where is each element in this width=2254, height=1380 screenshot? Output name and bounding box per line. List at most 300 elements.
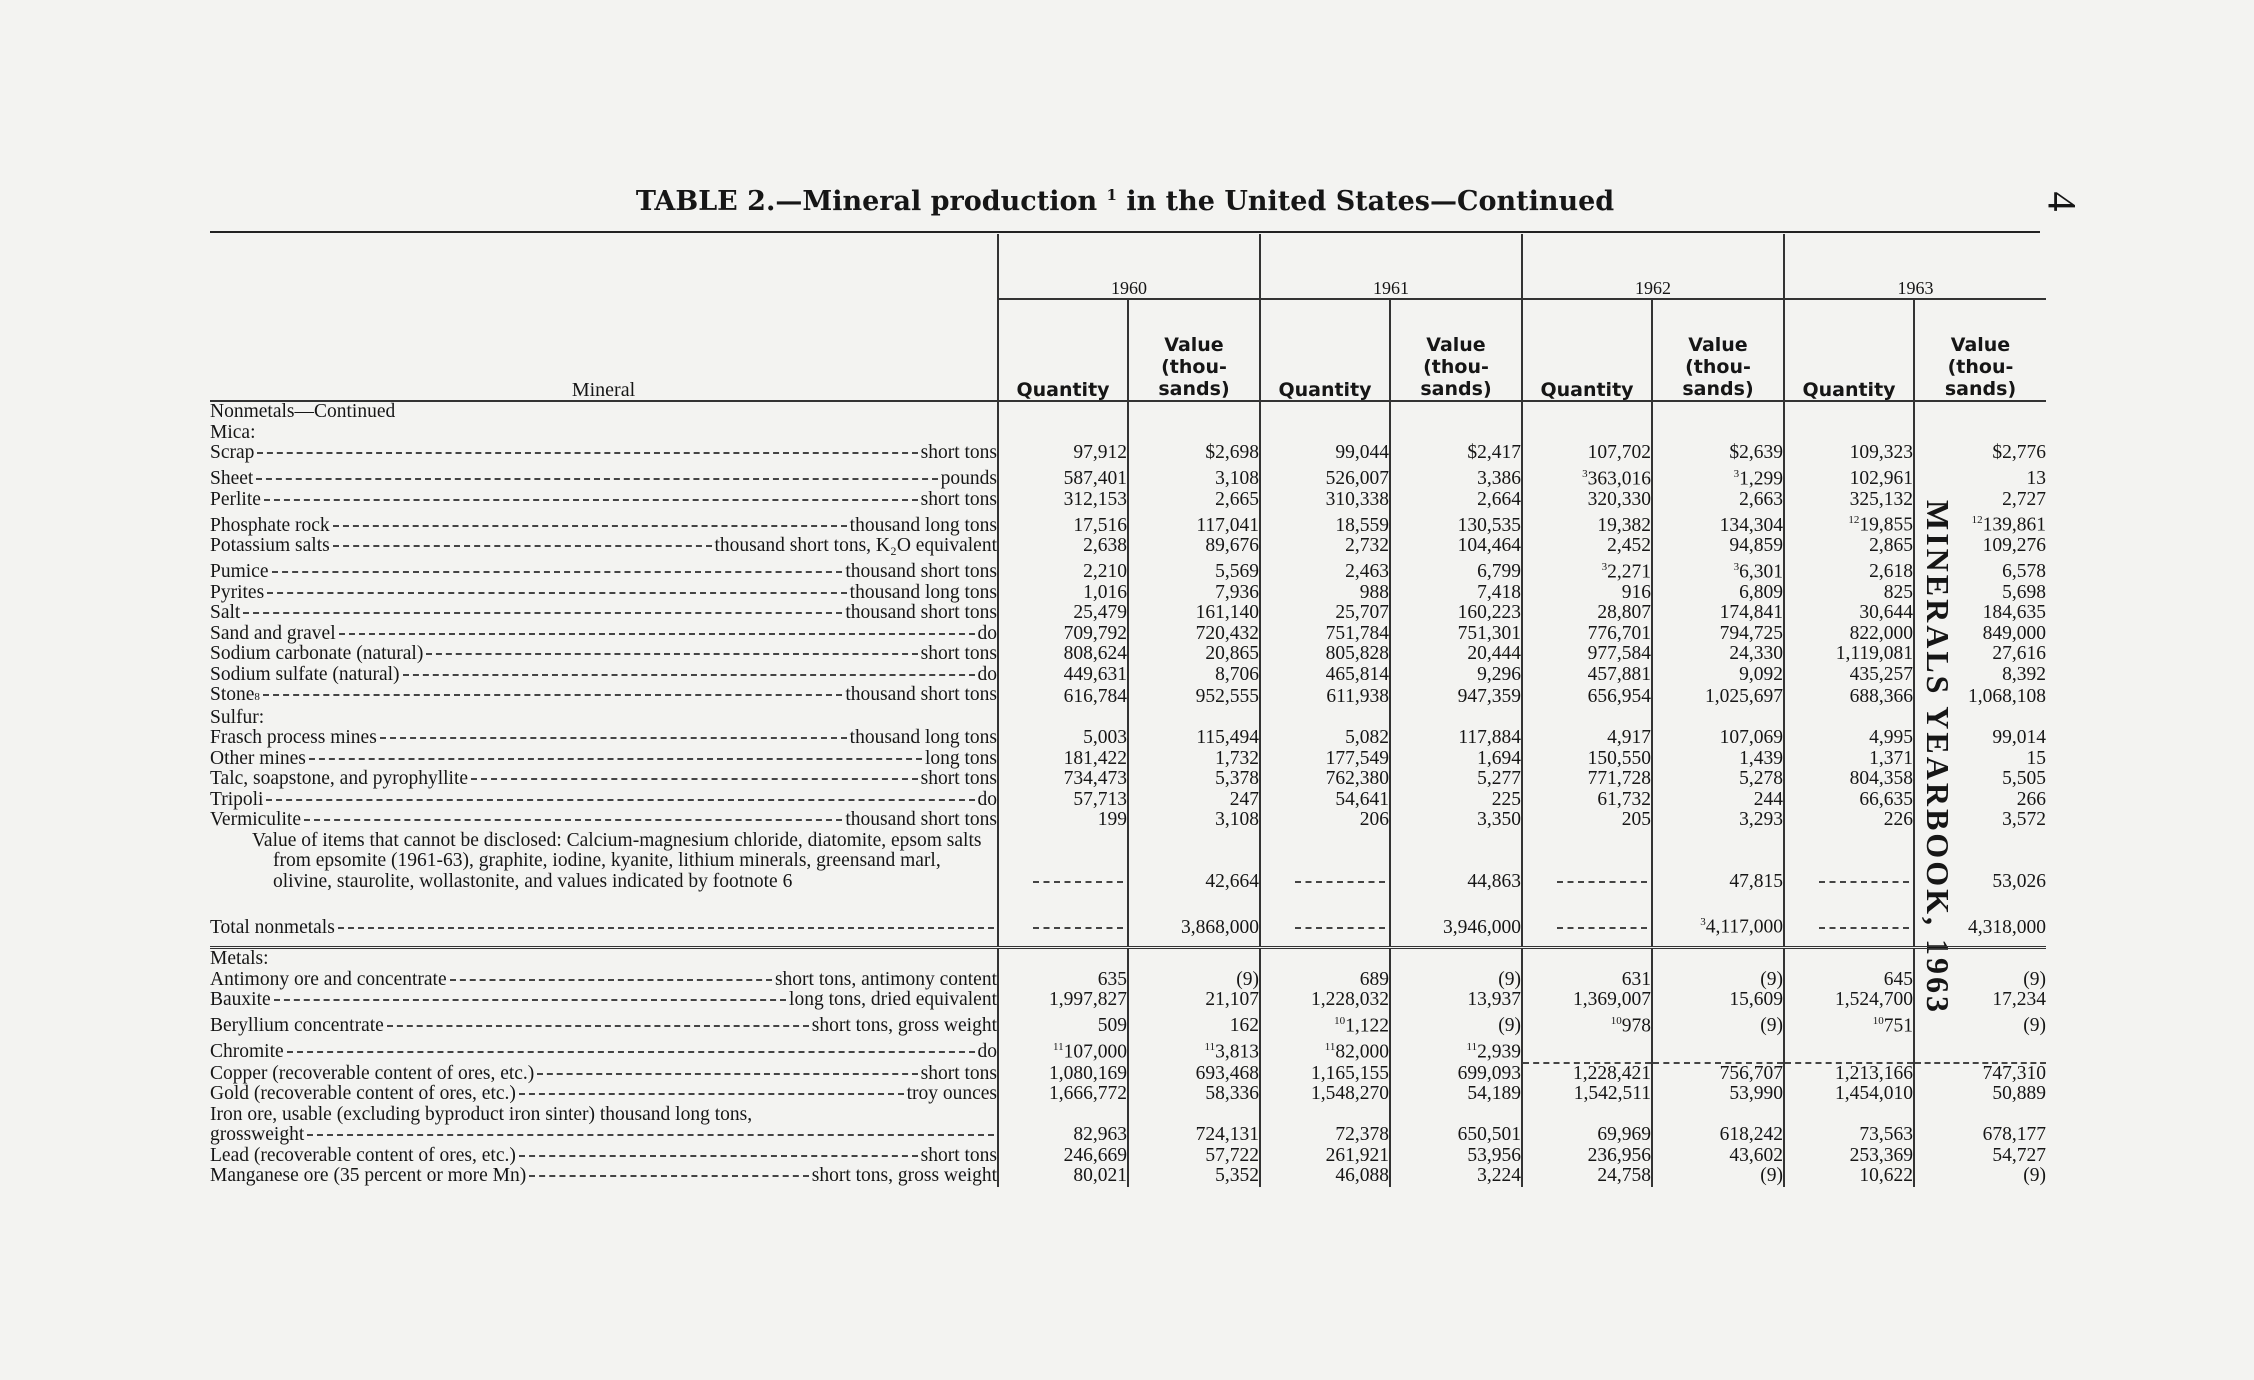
cell-value: 978: [1621, 1015, 1651, 1036]
quantity-cell: [1260, 728, 1390, 749]
row-label: Bauxite: [210, 990, 271, 1010]
cell-value: 57,713: [1073, 788, 1127, 810]
cell-value: 89,676: [1205, 535, 1259, 556]
value-cell: [1390, 1084, 1522, 1105]
table-row: [210, 1166, 2046, 1187]
section-row: [210, 1105, 2046, 1126]
quantity-cell: [1522, 902, 1652, 948]
cell-value: 53,956: [1467, 1144, 1521, 1166]
quantity-cell: [998, 1084, 1128, 1105]
value-cell: [1652, 810, 1784, 831]
row-label-cell: [210, 557, 998, 583]
quantity-cell: [1784, 464, 1914, 490]
row-label: Total nonmetals: [210, 916, 335, 938]
row-label-line: [210, 562, 997, 583]
cell-value: 247: [1229, 788, 1259, 810]
value-cell: [1914, 665, 2046, 686]
quantity-cell: [1522, 790, 1652, 811]
table-row: [210, 624, 2046, 645]
cell-value: (9): [1236, 968, 1259, 990]
row-label-cell: [210, 1011, 998, 1037]
cell-value: 99,044: [1335, 442, 1389, 463]
value-cell: [1128, 685, 1260, 708]
value-cell: [1914, 749, 2046, 770]
cell-value: 1,080,169: [1049, 1062, 1127, 1084]
row-label: Sheet: [210, 468, 254, 489]
leader-dots: [519, 1155, 918, 1157]
value-cell: [1652, 443, 1784, 464]
cell-value: 20,865: [1205, 643, 1259, 664]
row-label: Lead (recoverable content of ores, etc.): [210, 1145, 516, 1166]
cell-value: 6,809: [1739, 581, 1783, 603]
row-unit: short tons: [920, 489, 997, 510]
cell-value: 69,969: [1597, 1124, 1651, 1145]
value-cell: [1652, 510, 1784, 536]
quantity-cell: [1784, 644, 1914, 665]
cell-value: 804,358: [1849, 768, 1913, 789]
cell-value: 20,444: [1467, 643, 1521, 664]
cell-value: 5,277: [1477, 768, 1521, 789]
leader-dots: [257, 452, 917, 454]
cell-value: 2,939: [1477, 1041, 1521, 1062]
footnote-mark: 10: [1334, 1014, 1346, 1027]
cell-value: 762,380: [1325, 768, 1389, 789]
quantity-cell: [1784, 624, 1914, 645]
quantity-cell: [1260, 902, 1390, 948]
value-cell: [1652, 902, 1784, 948]
quantity-cell: [1260, 624, 1390, 645]
cell-value: 1,122: [1345, 1015, 1389, 1036]
row-label-cell: [210, 624, 998, 645]
row-label-line: [210, 603, 997, 624]
quantity-cell: [1784, 603, 1914, 624]
cell-value: 139,861: [1982, 514, 2046, 536]
table-row: [210, 810, 2046, 831]
value-cell: [1128, 557, 1260, 583]
cell-value: 15: [2026, 747, 2046, 769]
value-cell: [1128, 769, 1260, 790]
value-cell: [1914, 728, 2046, 749]
value-cell: [1128, 1084, 1260, 1105]
table-row: [210, 685, 2046, 708]
cell-value: 205: [1621, 809, 1651, 830]
quantity-cell: [1522, 970, 1652, 991]
row-label: Copper (recoverable content of ores, etc.): [210, 1062, 535, 1084]
cell-value: 246,669: [1063, 1144, 1127, 1166]
row-label-cell: [210, 464, 998, 490]
cell-value: 509: [1097, 1015, 1127, 1036]
value-cell: [1390, 1125, 1522, 1146]
quantity-cell: [998, 728, 1128, 749]
cell-value: 6,301: [1739, 561, 1783, 582]
quantity-cell: [1522, 1125, 1652, 1146]
quantity-cell: [1522, 644, 1652, 665]
cell-value: 325,132: [1849, 488, 1913, 510]
row-unit: thousand short tons: [845, 603, 997, 623]
quantity-cell: [998, 810, 1128, 831]
quantity-cell: [998, 1037, 1128, 1063]
leader-dots: [287, 1051, 975, 1053]
value-cell: [1390, 536, 1522, 557]
cell-value: 587,401: [1063, 468, 1127, 489]
cell-value: 1,165,155: [1311, 1062, 1389, 1084]
cell-value: 54,727: [1992, 1144, 2046, 1166]
quantity-cell: [1522, 464, 1652, 490]
value-cell: [1128, 443, 1260, 464]
cell-value: 2,663: [1739, 488, 1783, 510]
cell-value: 7,418: [1477, 581, 1521, 603]
cell-value: 24,758: [1597, 1165, 1651, 1186]
value-cell: [1128, 1011, 1260, 1037]
quantity-cell: [1522, 810, 1652, 831]
cell-value: 3,293: [1739, 809, 1783, 830]
value-cell: [1652, 1166, 1784, 1187]
cell-value: 104,464: [1457, 535, 1521, 556]
row-label: Frasch process mines: [210, 728, 377, 748]
cell-value: 3,350: [1477, 809, 1521, 830]
row-label: grossweight: [210, 1125, 305, 1145]
cell-value: 5,278: [1739, 768, 1783, 789]
value-cell: [1914, 624, 2046, 645]
value-cell: [1390, 1146, 1522, 1167]
row-label-line: [210, 516, 997, 537]
value-cell: [1390, 790, 1522, 811]
leader-dots: [307, 1134, 994, 1136]
row-label-line: [210, 1042, 997, 1063]
value-cell: [1652, 603, 1784, 624]
year-header-1960: 1960: [998, 234, 1260, 299]
leader-dots: [338, 927, 994, 929]
table-row: [210, 510, 2046, 536]
quantity-cell: [1784, 510, 1914, 536]
row-label-line: [210, 644, 997, 665]
row-label-line: [210, 990, 997, 1011]
cell-value: 80,021: [1073, 1165, 1127, 1186]
quantity-cell: [1260, 443, 1390, 464]
cell-value: (9): [1498, 968, 1521, 990]
table-row: [210, 831, 2046, 893]
cell-value: 94,859: [1729, 535, 1783, 556]
cell-value: 822,000: [1849, 622, 1913, 644]
row-unit: short tons: [920, 443, 997, 463]
value-cell: [1652, 1084, 1784, 1105]
row-label-line: [210, 685, 997, 708]
quantity-cell: [1784, 490, 1914, 511]
leader-dots: [403, 674, 975, 676]
title-footnote: 1: [1106, 186, 1117, 204]
table-row: [210, 1146, 2046, 1167]
quantity-cell: [1784, 1063, 1914, 1085]
value-cell: [1128, 831, 1260, 893]
cell-value: 53,990: [1729, 1083, 1783, 1104]
cell-value: 457,881: [1587, 663, 1651, 685]
quantity-cell: [1260, 1084, 1390, 1105]
cell-value: 5,003: [1083, 727, 1127, 748]
cell-value: 27,616: [1992, 643, 2046, 664]
cell-value: 1,524,700: [1835, 989, 1913, 1010]
table-row: [210, 970, 2046, 991]
row-label-line: [210, 490, 997, 511]
row-label-cell: [210, 510, 998, 536]
quantity-cell: [1522, 443, 1652, 464]
cell-value: 805,828: [1325, 643, 1389, 664]
quantity-cell: [1784, 1011, 1914, 1037]
table-title: [210, 186, 2040, 217]
cell-value: 25,479: [1073, 602, 1127, 623]
quantity-cell: [1522, 665, 1652, 686]
footnote-mark: 10: [1872, 1014, 1884, 1027]
cell-value: 2,618: [1869, 561, 1913, 582]
cell-value: 4,995: [1869, 727, 1913, 748]
row-label-line: [210, 1084, 997, 1105]
cell-value: 977,584: [1587, 643, 1651, 664]
quantity-cell: [1784, 557, 1914, 583]
cell-value: (9): [2023, 1015, 2046, 1036]
value-cell: [1128, 1146, 1260, 1167]
cell-value: 53,026: [1992, 870, 2046, 892]
value-cell: [1128, 990, 1260, 1011]
quantity-cell: [1784, 583, 1914, 604]
row-label-cell: [210, 769, 998, 790]
quantity-cell: [1522, 685, 1652, 708]
value-cell: [1652, 583, 1784, 604]
value-cell: [1390, 510, 1522, 536]
cell-value: 25,707: [1335, 602, 1389, 623]
cell-value: 10,622: [1859, 1165, 1913, 1186]
row-unit: do: [977, 664, 997, 685]
cell-value: 3,813: [1215, 1041, 1259, 1062]
quantity-header: Quantity: [1784, 299, 1914, 401]
quantity-cell: [998, 624, 1128, 645]
row-unit: thousand long tons: [849, 728, 997, 748]
value-cell: [1390, 1037, 1522, 1063]
quantity-cell: [998, 970, 1128, 991]
section-row: [210, 401, 2046, 423]
cell-value: 1,542,511: [1573, 1083, 1651, 1104]
value-cell: [1128, 1125, 1260, 1146]
value-cell: [1914, 557, 2046, 583]
quantity-header: Quantity: [1260, 299, 1390, 401]
cell-value: 3,572: [2002, 809, 2046, 830]
group-heading: Sulfur:: [210, 707, 265, 728]
quantity-cell: [998, 902, 1128, 948]
value-cell: [1914, 464, 2046, 490]
row-label: Antimony ore and concentrate: [210, 969, 447, 990]
cell-value: 3,108: [1215, 468, 1259, 489]
cell-value: 181,422: [1063, 747, 1127, 769]
footnote-mark: 10: [1610, 1014, 1622, 1027]
leader-dots: [380, 737, 847, 739]
cell-value: 616,784: [1063, 686, 1127, 707]
value-cell: [1390, 749, 1522, 770]
cell-value: 794,725: [1719, 622, 1783, 644]
quantity-cell: [998, 749, 1128, 770]
quantity-cell: [1784, 1084, 1914, 1105]
cell-value: 2,210: [1083, 561, 1127, 582]
value-cell: [1390, 1011, 1522, 1037]
row-label-line: [210, 583, 997, 604]
value-header: Value (thou- sands): [1128, 299, 1260, 401]
row-label-line: [210, 624, 997, 645]
row-label-cell: [210, 749, 998, 770]
row-label-line: [210, 918, 997, 939]
value-cell: [1652, 1146, 1784, 1167]
quantity-cell: [1260, 583, 1390, 604]
footnote-mark: 12: [1971, 514, 1983, 526]
value-cell: [1390, 902, 1522, 948]
cell-value: 808,624: [1063, 643, 1127, 664]
value-cell: [1914, 1146, 2046, 1167]
value-header: Value (thou- sands): [1652, 299, 1784, 401]
leader-dots: [267, 592, 846, 594]
cell-value: 15,609: [1729, 989, 1783, 1010]
cell-value: 17,516: [1073, 514, 1127, 536]
table-row: [210, 557, 2046, 583]
cell-value: 115,494: [1196, 727, 1259, 748]
quantity-cell: [1260, 644, 1390, 665]
leader-dots: [426, 653, 917, 655]
row-unit: short tons, gross weight: [811, 1166, 997, 1186]
row-label-cell: [210, 990, 998, 1011]
table-row: [210, 990, 2046, 1011]
cell-value: $2,639: [1729, 442, 1783, 463]
row-label: Perlite: [210, 489, 261, 510]
quantity-cell: [1784, 810, 1914, 831]
cell-value: 19,382: [1597, 514, 1651, 536]
empty-dash: [1557, 927, 1647, 929]
cell-value: 13: [2026, 468, 2046, 489]
quantity-cell: [1784, 536, 1914, 557]
row-label-line: [210, 810, 997, 831]
value-cell: [1652, 685, 1784, 708]
section-row: [210, 708, 2046, 729]
value-cell: [1652, 1037, 1784, 1063]
row-label: Salt: [210, 603, 241, 623]
table-row: [210, 902, 2046, 948]
leader-dots: [450, 979, 772, 981]
quantity-cell: [1260, 970, 1390, 991]
section-heading: Nonmetals—Continued: [210, 401, 396, 422]
value-cell: [1128, 810, 1260, 831]
row-label-cell: [210, 1084, 998, 1105]
quantity-cell: [1522, 749, 1652, 770]
leader-dots: [243, 612, 842, 614]
leader-dots: [274, 999, 786, 1001]
value-cell: [1128, 583, 1260, 604]
cell-value: 1,213,166: [1835, 1062, 1913, 1084]
row-label: Other mines: [210, 748, 306, 769]
quantity-cell: [1522, 510, 1652, 536]
footnote-mark: 3: [1582, 467, 1588, 480]
row-label-cell: [210, 831, 998, 893]
row-label-line: [210, 536, 997, 557]
quantity-cell: [1522, 583, 1652, 604]
year-header-1961: 1961: [1260, 234, 1522, 299]
quantity-cell: [1260, 536, 1390, 557]
cell-value: 724,131: [1195, 1124, 1259, 1145]
row-label-cell: [210, 644, 998, 665]
quantity-cell: [998, 831, 1128, 893]
row-unit: thousand short tons, K₂O equivalent: [714, 536, 997, 556]
footnote-mark: 3: [1733, 467, 1740, 480]
cell-value: 916: [1621, 581, 1651, 603]
value-cell: [1128, 624, 1260, 645]
cell-value: 3,386: [1477, 468, 1521, 489]
cell-value: 107,000: [1063, 1041, 1127, 1062]
quantity-cell: [1522, 1084, 1652, 1105]
cell-value: 261,921: [1325, 1144, 1389, 1166]
cell-value: 1,732: [1215, 747, 1259, 769]
quantity-cell: [1260, 665, 1390, 686]
cell-value: 771,728: [1587, 768, 1651, 789]
leader-dots: [309, 758, 922, 760]
group-heading: Mica:: [210, 422, 256, 443]
row-label: Sodium sulfate (natural): [210, 664, 400, 685]
empty-dash: [1033, 881, 1123, 883]
quantity-cell: [1522, 1011, 1652, 1037]
quantity-cell: [1784, 1146, 1914, 1167]
quantity-cell: [998, 1166, 1128, 1187]
value-cell: [1914, 810, 2046, 831]
cell-value: 54,641: [1335, 788, 1389, 810]
cell-value: 8,392: [2002, 663, 2046, 685]
cell-value: $2,698: [1205, 442, 1259, 463]
cell-value: 650,501: [1457, 1124, 1521, 1145]
mineral-column-header: Mineral: [210, 234, 998, 401]
cell-value: 107,702: [1587, 442, 1651, 463]
cell-value: 751,784: [1325, 622, 1389, 644]
row-label-line: [210, 1016, 997, 1037]
value-cell: [1128, 970, 1260, 991]
cell-value: 266: [2016, 788, 2046, 810]
value-cell: [1390, 970, 1522, 991]
quantity-cell: [1784, 902, 1914, 948]
row-label-line: [210, 1166, 997, 1187]
row-label: Sodium carbonate (natural): [210, 644, 424, 664]
table-row: [210, 790, 2046, 811]
cell-value: 160,223: [1457, 602, 1521, 623]
value-cell: [1128, 1063, 1260, 1085]
quantity-cell: [998, 685, 1128, 708]
footnote-mark: 3: [1601, 560, 1608, 573]
cell-value: 5,569: [1215, 561, 1259, 582]
cell-value: 720,432: [1195, 622, 1259, 644]
row-unit: short tons: [920, 644, 997, 664]
section-heading: Metals:: [210, 948, 269, 969]
section-row: [210, 423, 2046, 444]
value-cell: [1914, 603, 2046, 624]
cell-value: 184,635: [1982, 602, 2046, 623]
quantity-cell: [998, 557, 1128, 583]
row-label-cell: [210, 902, 998, 948]
cell-value: 526,007: [1325, 468, 1389, 489]
cell-value: 4,917: [1607, 727, 1651, 748]
cell-value: 656,954: [1587, 686, 1651, 707]
footnote-mark: 3: [1733, 560, 1740, 573]
value-cell: [1914, 1084, 2046, 1105]
row-label: Pyrites: [210, 582, 265, 603]
top-rule: [210, 231, 2040, 233]
quantity-cell: [1784, 769, 1914, 790]
value-cell: [1652, 536, 1784, 557]
cell-value: 6,578: [2002, 561, 2046, 582]
cell-value: 82,963: [1073, 1124, 1127, 1145]
quantity-cell: [998, 1146, 1128, 1167]
quantity-cell: [998, 583, 1128, 604]
cell-value: 4,318,000: [1968, 916, 2046, 938]
value-cell: [1128, 1037, 1260, 1063]
running-head: MINERALS YEARBOOK, 1963: [1920, 500, 1956, 1015]
